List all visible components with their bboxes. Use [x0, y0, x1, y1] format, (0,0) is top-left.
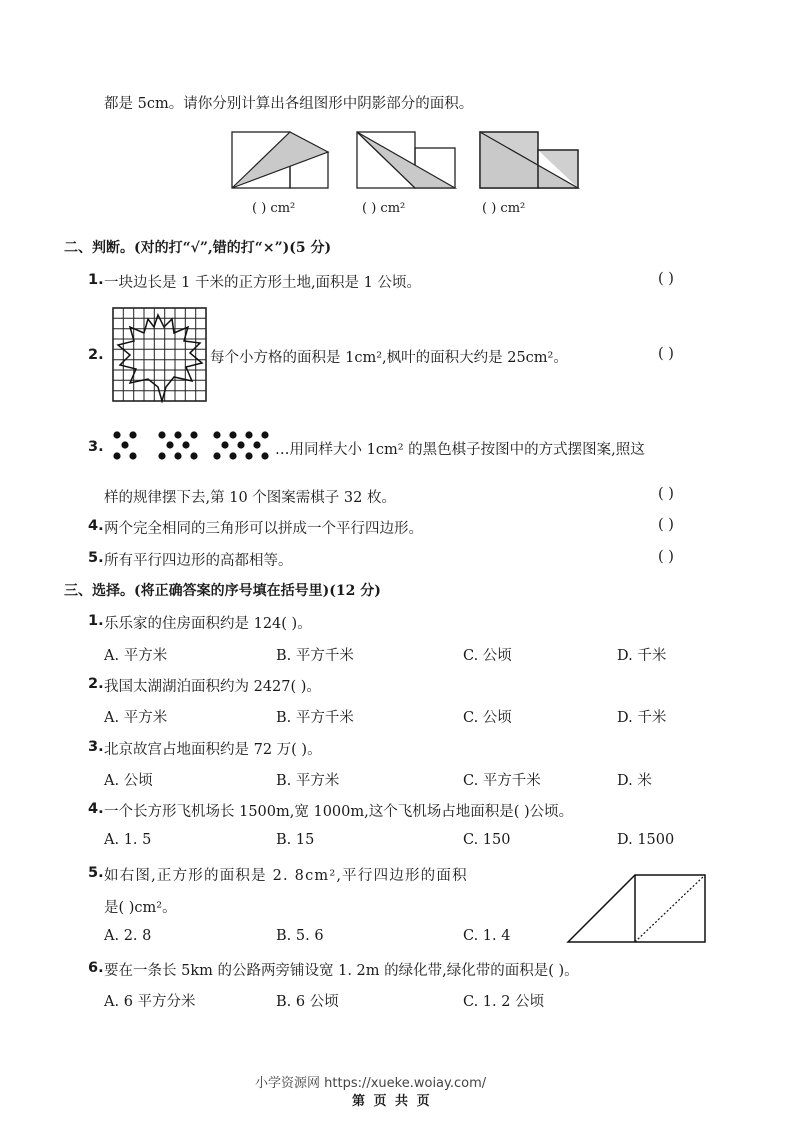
s2-q3-answer-paren[interactable]: ( ) — [658, 486, 674, 502]
s2-q5-num: 5. — [88, 550, 104, 566]
s3-q1-option-a[interactable]: A. 平方米 — [104, 648, 168, 664]
s3-q1-num: 1. — [88, 613, 104, 629]
s3-q3-option-b[interactable]: B. 平方米 — [276, 773, 340, 789]
figure-2-answer[interactable]: ( ) cm² — [362, 201, 406, 216]
s2-q1-answer-paren[interactable]: ( ) — [658, 271, 674, 287]
dot-pattern-2 — [158, 431, 197, 459]
s3-q1-option-b[interactable]: B. 平方千米 — [276, 648, 354, 664]
s3-q6-option-a[interactable]: A. 6 平方分米 — [104, 994, 196, 1010]
s2-q3-text-cont: 样的规律摆下去,第 10 个图案需棋子 32 枚。 — [104, 490, 396, 506]
s2-q3-text: …用同样大小 1cm² 的黑色棋子按图中的方式摆图案,照这 — [275, 442, 645, 458]
s3-q5-option-b[interactable]: B. 5. 6 — [276, 928, 324, 944]
maple-leaf-grid — [112, 307, 208, 403]
figure-3-answer[interactable]: ( ) cm² — [482, 201, 526, 216]
chess-dot-patterns — [112, 430, 272, 464]
s3-q2-text: 我国太湖湖泊面积约为 2427( )。 — [104, 679, 321, 695]
s3-q3-option-d[interactable]: D. 米 — [617, 773, 652, 789]
s2-q4-text: 两个完全相同的三角形可以拼成一个平行四边形。 — [104, 521, 423, 537]
s3-q5-num: 5. — [88, 865, 104, 881]
dot-pattern-1 — [113, 431, 136, 459]
s3-q1-text: 乐乐家的住房面积约是 124( )。 — [104, 616, 312, 632]
s3-q4-option-a[interactable]: A. 1. 5 — [104, 832, 152, 848]
intro-line: 都是 5cm。请你分别计算出各组图形中阴影部分的面积。 — [104, 96, 474, 112]
s3-q3-option-c[interactable]: C. 平方千米 — [463, 773, 541, 789]
s3-q6-option-c[interactable]: C. 1. 2 公顷 — [463, 994, 545, 1010]
square-parallelogram-figure — [565, 872, 710, 946]
s3-q2-option-a[interactable]: A. 平方米 — [104, 710, 168, 726]
s3-q5-option-a[interactable]: A. 2. 8 — [104, 928, 152, 944]
s3-q3-option-a[interactable]: A. 公顷 — [104, 773, 153, 789]
s2-q3-num: 3. — [88, 439, 104, 455]
s3-q4-text: 一个长方形飞机场长 1500m,宽 1000m,这个飞机场占地面积是( )公顷。 — [104, 804, 574, 820]
s3-q5-text-cont: 是( )cm²。 — [104, 900, 177, 916]
figure-1 — [232, 132, 328, 188]
s3-q2-option-d[interactable]: D. 千米 — [617, 710, 667, 726]
shaded-figures — [230, 130, 580, 192]
s3-q6-text: 要在一条长 5km 的公路两旁铺设宽 1. 2m 的绿化带,绿化带的面积是( )。 — [104, 963, 579, 979]
s3-q6-num: 6. — [88, 960, 104, 976]
s3-q1-option-d[interactable]: D. 千米 — [617, 648, 667, 664]
s3-q2-option-c[interactable]: C. 公顷 — [463, 710, 512, 726]
maple-leaf-icon — [118, 315, 202, 401]
s3-q2-option-b[interactable]: B. 平方千米 — [276, 710, 354, 726]
s2-q1-text: 一块边长是 1 千米的正方形土地,面积是 1 公顷。 — [104, 275, 421, 291]
dot-pattern-3 — [213, 431, 268, 459]
s3-q4-option-d[interactable]: D. 1500 — [617, 832, 675, 848]
s2-q5-text: 所有平行四边形的高都相等。 — [104, 553, 293, 569]
s2-q4-num: 4. — [88, 518, 104, 534]
footer-source: 小学资源网 https://xueke.woiay.com/ — [255, 1076, 487, 1091]
figure-3 — [480, 132, 578, 188]
s3-q6-option-b[interactable]: B. 6 公顷 — [276, 994, 339, 1010]
s2-q2-text: 每个小方格的面积是 1cm²,枫叶的面积大约是 25cm²。 — [210, 350, 568, 366]
s3-q5-option-c[interactable]: C. 1. 4 — [463, 928, 511, 944]
s3-q3-text: 北京故宫占地面积约是 72 万( )。 — [104, 742, 322, 758]
s3-q4-option-c[interactable]: C. 150 — [463, 832, 511, 848]
s2-q1-num: 1. — [88, 272, 104, 288]
s2-q4-answer-paren[interactable]: ( ) — [658, 517, 674, 533]
footer-page: 第 页 共 页 — [352, 1094, 432, 1109]
s3-q4-num: 4. — [88, 801, 104, 817]
section2-title: 二、判断。(对的打“√”,错的打“×”)(5 分) — [64, 240, 332, 256]
s3-q4-option-b[interactable]: B. 15 — [276, 832, 315, 848]
s2-q5-answer-paren[interactable]: ( ) — [658, 549, 674, 565]
s2-q2-answer-paren[interactable]: ( ) — [658, 346, 674, 362]
section3-title: 三、选择。(将正确答案的序号填在括号里)(12 分) — [64, 583, 381, 599]
s3-q3-num: 3. — [88, 739, 104, 755]
figure-1-answer[interactable]: ( ) cm² — [252, 201, 296, 216]
s3-q5-text: 如右图,正方形的面积是 2. 8cm²,平行四边形的面积 — [104, 868, 468, 884]
s3-q1-option-c[interactable]: C. 公顷 — [463, 648, 512, 664]
figure-2 — [357, 132, 455, 188]
s3-q2-num: 2. — [88, 676, 104, 692]
s2-q2-num: 2. — [88, 347, 104, 363]
